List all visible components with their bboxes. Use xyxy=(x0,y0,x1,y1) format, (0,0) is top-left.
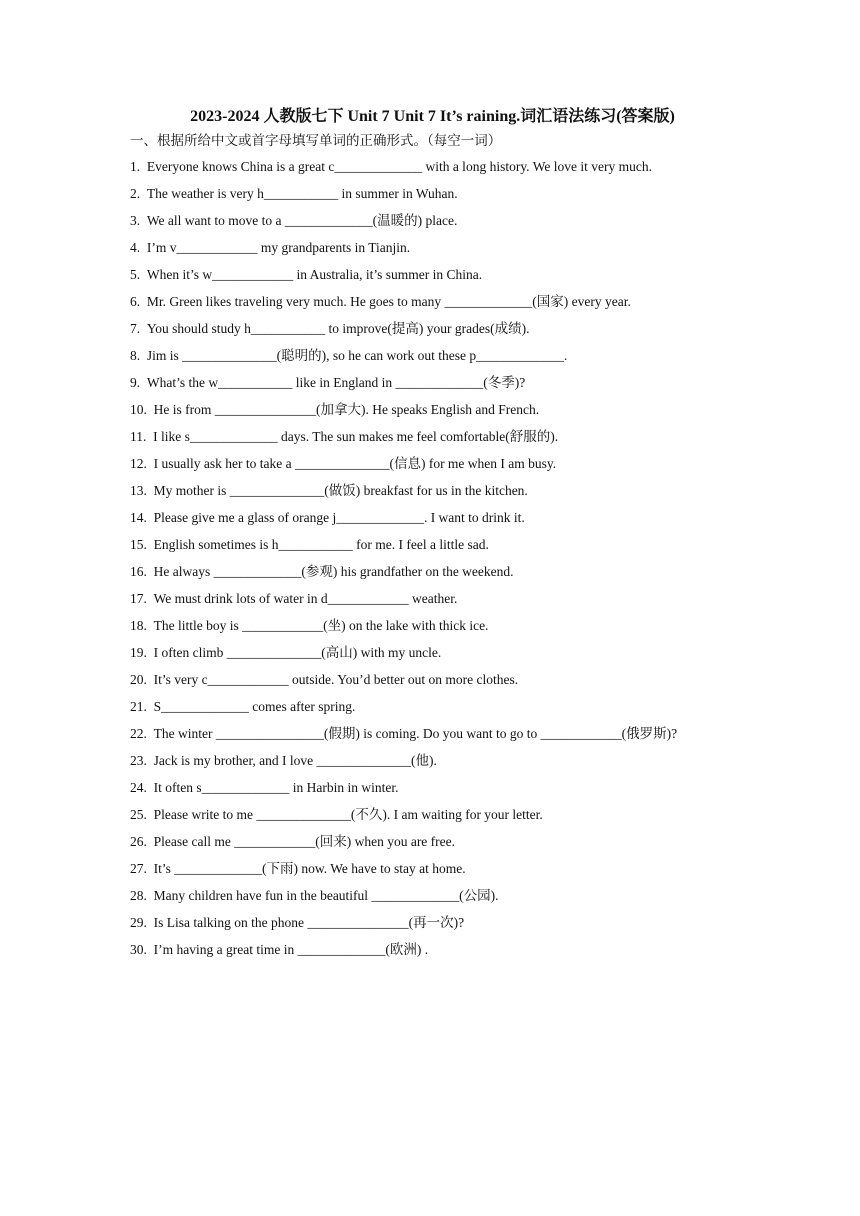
exercise-text: What’s the w___________ like in England in _____________(冬季)? xyxy=(146,375,526,390)
section-heading: 一、根据所给中文或首字母填写单词的正确形式。（每空一词） xyxy=(130,133,502,148)
exercise-item xyxy=(130,558,735,585)
exercise-number: 21. xyxy=(130,699,147,714)
exercise-item xyxy=(130,693,735,720)
exercise-text: Jim is ______________(聪明的), so he can work out these p_____________. xyxy=(146,348,568,363)
exercise-text: Many children have fun in the beautiful _____________(公园). xyxy=(153,888,499,903)
exercise-number: 22. xyxy=(130,726,147,741)
exercise-list xyxy=(130,153,735,963)
worksheet-page xyxy=(130,105,735,963)
exercise-number: 14. xyxy=(130,510,147,525)
exercise-number: 16. xyxy=(130,564,147,579)
exercise-text: It’s very c____________ outside. You’d better out on more clothes. xyxy=(153,672,519,687)
exercise-item xyxy=(130,909,735,936)
exercise-item xyxy=(130,450,735,477)
exercise-item xyxy=(130,504,735,531)
exercise-item xyxy=(130,666,735,693)
exercise-item xyxy=(130,261,735,288)
exercise-number: 4. xyxy=(130,240,141,255)
exercise-item xyxy=(130,207,735,234)
exercise-item xyxy=(130,936,735,963)
exercise-number: 19. xyxy=(130,645,147,660)
exercise-item xyxy=(130,315,735,342)
exercise-item xyxy=(130,288,735,315)
exercise-item xyxy=(130,747,735,774)
exercise-text: Everyone knows China is a great c_____________ with a long history. We love it very much. xyxy=(146,159,652,174)
exercise-text: He is from _______________(加拿大). He speaks English and French. xyxy=(153,402,540,417)
exercise-text: I usually ask her to take a ______________(信息) for me when I am busy. xyxy=(153,456,557,471)
exercise-text: Please give me a glass of orange j_____________. I want to drink it. xyxy=(153,510,525,525)
exercise-number: 7. xyxy=(130,321,141,336)
exercise-item xyxy=(130,180,735,207)
exercise-number: 28. xyxy=(130,888,147,903)
exercise-number: 17. xyxy=(130,591,147,606)
exercise-number: 29. xyxy=(130,915,147,930)
worksheet-title: 2023-2024 人教版七下 Unit 7 Unit 7 It’s raining.词汇语法练习(答案版) xyxy=(190,108,675,125)
exercise-item xyxy=(130,612,735,639)
exercise-item xyxy=(130,720,735,747)
exercise-item xyxy=(130,342,735,369)
exercise-number: 9. xyxy=(130,375,141,390)
exercise-number: 12. xyxy=(130,456,147,471)
exercise-item xyxy=(130,774,735,801)
exercise-item xyxy=(130,585,735,612)
exercise-text: Mr. Green likes traveling very much. He goes to many _____________(国家) every year. xyxy=(146,294,631,309)
exercise-number: 13. xyxy=(130,483,147,498)
exercise-text: We all want to move to a _____________(温暖的) place. xyxy=(146,213,458,228)
exercise-text: I like s_____________ days. The sun makes me feel comfortable(舒服的). xyxy=(153,429,559,444)
exercise-text: We must drink lots of water in d____________ weather. xyxy=(153,591,458,606)
exercise-item xyxy=(130,639,735,666)
exercise-item xyxy=(130,234,735,261)
exercise-item xyxy=(130,855,735,882)
exercise-number: 8. xyxy=(130,348,141,363)
exercise-item xyxy=(130,882,735,909)
exercise-number: 24. xyxy=(130,780,147,795)
exercise-text: He always _____________(参观) his grandfather on the weekend. xyxy=(153,564,514,579)
exercise-number: 20. xyxy=(130,672,147,687)
exercise-number: 1. xyxy=(130,159,141,174)
exercise-item xyxy=(130,423,735,450)
exercise-text: My mother is ______________(做饭) breakfast for us in the kitchen. xyxy=(153,483,528,498)
exercise-number: 3. xyxy=(130,213,141,228)
exercise-number: 18. xyxy=(130,618,147,633)
exercise-text: Please call me ____________(回来) when you are free. xyxy=(153,834,456,849)
exercise-item xyxy=(130,531,735,558)
exercise-number: 23. xyxy=(130,753,147,768)
exercise-item xyxy=(130,801,735,828)
exercise-number: 5. xyxy=(130,267,141,282)
exercise-item xyxy=(130,396,735,423)
exercise-number: 15. xyxy=(130,537,147,552)
exercise-item xyxy=(130,153,735,180)
exercise-text: Please write to me ______________(不久). I am waiting for your letter. xyxy=(153,807,543,822)
exercise-number: 6. xyxy=(130,294,141,309)
exercise-text: I’m having a great time in _____________(欧洲) . xyxy=(153,942,429,957)
exercise-text: S_____________ comes after spring. xyxy=(153,699,356,714)
exercise-text: It’s _____________(下雨) now. We have to stay at home. xyxy=(153,861,466,876)
exercise-text: It often s_____________ in Harbin in winter. xyxy=(153,780,399,795)
exercise-item xyxy=(130,477,735,504)
exercise-text: You should study h___________ to improve(提高) your grades(成绩). xyxy=(146,321,530,336)
exercise-number: 25. xyxy=(130,807,147,822)
exercise-number: 27. xyxy=(130,861,147,876)
exercise-text: Is Lisa talking on the phone _______________(再一次)? xyxy=(153,915,465,930)
exercise-number: 30. xyxy=(130,942,147,957)
exercise-text: Jack is my brother, and I love ______________(他). xyxy=(153,753,437,768)
exercise-number: 2. xyxy=(130,186,141,201)
exercise-text: I often climb ______________(高山) with my uncle. xyxy=(153,645,442,660)
exercise-item xyxy=(130,369,735,396)
exercise-number: 26. xyxy=(130,834,147,849)
exercise-item xyxy=(130,828,735,855)
exercise-number: 10. xyxy=(130,402,147,417)
exercise-text: The little boy is ____________(坐) on the lake with thick ice. xyxy=(153,618,489,633)
exercise-text: When it’s w____________ in Australia, it’s summer in China. xyxy=(146,267,483,282)
exercise-text: The winter ________________(假期) is coming. Do you want to go to ____________(俄罗斯)? xyxy=(153,726,678,741)
exercise-text: English sometimes is h___________ for me. I feel a little sad. xyxy=(153,537,489,552)
exercise-text: I’m v____________ my grandparents in Tianjin. xyxy=(146,240,411,255)
exercise-text: The weather is very h___________ in summer in Wuhan. xyxy=(146,186,458,201)
exercise-number: 11. xyxy=(130,429,147,444)
